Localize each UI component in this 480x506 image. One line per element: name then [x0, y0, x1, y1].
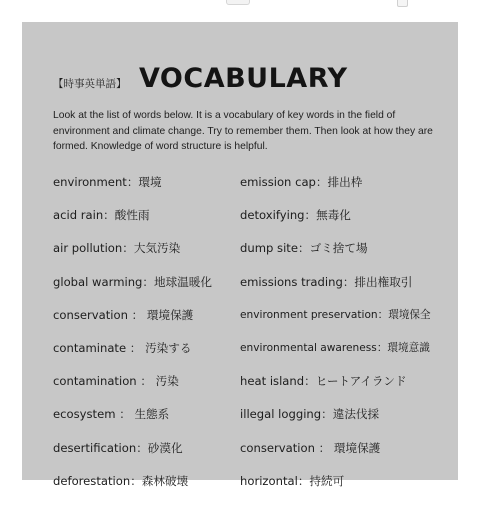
vocab-item: contaminate ： 汚染する	[53, 340, 192, 355]
vocab-row	[53, 207, 453, 240]
vocab-row	[53, 473, 453, 506]
vocab-row	[53, 440, 453, 473]
vocab-item: contamination ： 汚染	[53, 374, 179, 389]
vocab-row	[53, 406, 453, 439]
device-bezel-top	[0, 0, 480, 22]
vocab-item: conservation ： 環境保護	[240, 440, 381, 455]
vocab-row	[53, 240, 453, 273]
vocab-row	[53, 274, 453, 307]
vocab-item: ecosystem ： 生態系	[53, 407, 170, 422]
vocab-item: environmental awareness：環境意識	[240, 341, 430, 354]
device-button[interactable]	[397, 0, 408, 7]
vocab-item: desertification：砂漠化	[53, 440, 183, 455]
vocab-item: deforestation：森林破壊	[53, 473, 189, 488]
vocab-row	[53, 373, 453, 406]
device-notch	[226, 0, 250, 5]
vocab-item: global warming：地球温暖化	[53, 274, 212, 289]
vocab-row	[53, 174, 453, 207]
vocab-item: detoxifying：無毒化	[240, 208, 351, 223]
vocab-item: emissions trading：排出権取引	[240, 274, 413, 289]
vocab-item: dump site：ゴミ捨て場	[240, 241, 368, 256]
vocab-item: environment preservation：環境保全	[240, 308, 431, 321]
vocab-item: illegal logging：違法伐採	[240, 407, 380, 422]
vocab-item: environment：環境	[53, 175, 162, 189]
vocab-item: heat island：ヒートアイランド	[240, 374, 407, 389]
vocab-item: horizontal：持続可	[240, 473, 345, 488]
vocab-row	[53, 340, 453, 373]
vocab-row	[53, 307, 453, 340]
vocabulary-list	[53, 174, 453, 506]
vocab-item: conservation ： 環境保護	[53, 307, 194, 322]
page-header	[22, 62, 458, 96]
page-title: VOCABULARY	[139, 63, 348, 94]
section-tag: 【時事英単語】	[53, 78, 127, 90]
vocab-item: emission cap：排出枠	[240, 175, 363, 189]
e-reader-screen	[22, 22, 458, 488]
vocab-item: acid rain：酸性雨	[53, 208, 150, 223]
intro-paragraph: Look at the list of words below. It is a vocabulary of key words in the field of environment and climate change. Try to remember them. Then look at how they are formed. Knowledge of word structure is helpful.	[53, 110, 433, 152]
vocab-item: air pollution：大気汚染	[53, 241, 181, 256]
